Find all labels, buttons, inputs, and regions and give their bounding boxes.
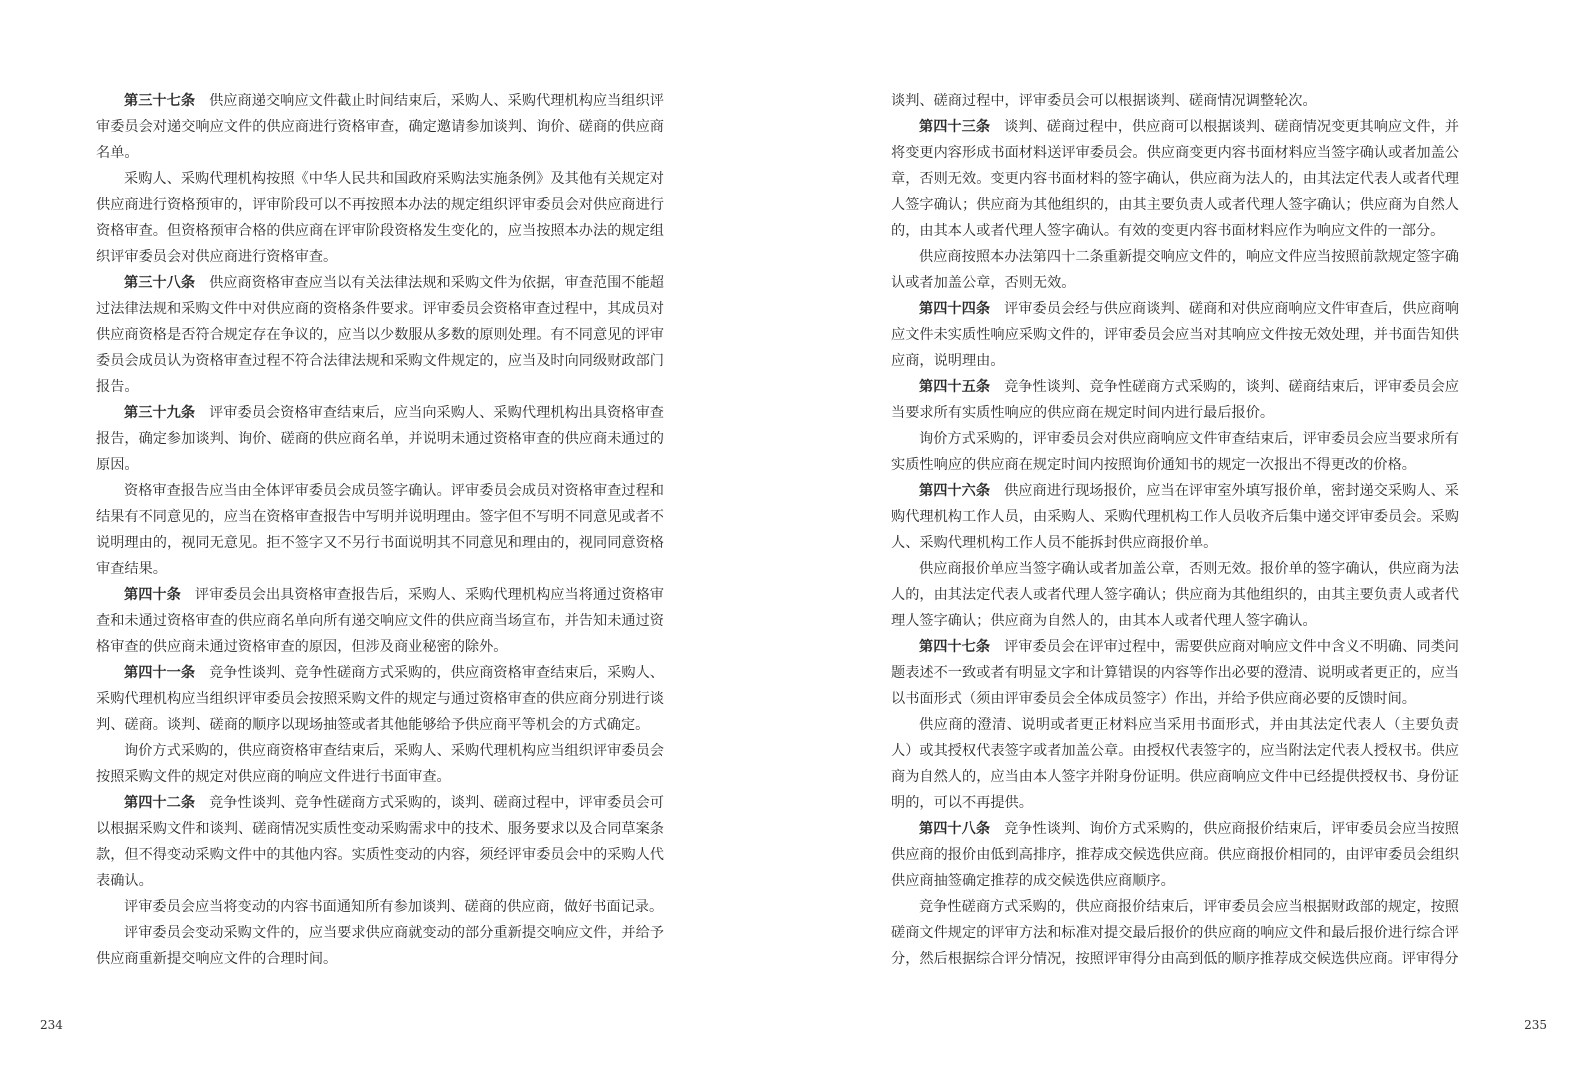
- article-number: 第四十一条: [124, 665, 196, 681]
- right-page: [794, 0, 1587, 1077]
- article-paragraph: [891, 374, 1459, 426]
- article-paragraph: [96, 790, 664, 894]
- article-number: 第四十二条: [124, 795, 196, 811]
- article-number: 第四十七条: [919, 639, 991, 655]
- article-paragraph: [891, 634, 1459, 712]
- body-paragraph: [891, 556, 1459, 634]
- left-page: [0, 0, 793, 1077]
- right-text-column: [891, 88, 1459, 972]
- paragraph-text: 供应商的澄清、说明或者更正材料应当采用书面形式，并由其法定代表人（主要负责人）或其授权代表签字或者加盖公章。由授权代表签字的，应当附法定代表人授权书。供应商为自然人的，应当由本人签字并附身份证明。供应商响应文件中已经提供授权书、身份证明的，可以不再提供。: [891, 717, 1459, 811]
- paragraph-text: 竞争性磋商方式采购的，供应商报价结束后，评审委员会应当根据财政部的规定，按照磋商文件规定的评审方法和标准对提交最后报价的供应商的响应文件和最后报价进行综合评分，然后根据综合评分情况，按照评审得分由高到低的顺序推荐成交候选供应商。评审得分: [891, 899, 1459, 967]
- article-number: 第四十五条: [919, 379, 991, 395]
- article-paragraph: [96, 88, 664, 166]
- body-paragraph: [96, 478, 664, 582]
- paragraph-text: 谈判、磋商过程中，评审委员会可以根据谈判、磋商情况调整轮次。: [891, 93, 1317, 109]
- body-paragraph: [891, 88, 1459, 114]
- paragraph-text: 评审委员会在评审过程中，需要供应商对响应文件中含义不明确、同类问题表述不一致或者有明显文字和计算错误的内容等作出必要的澄清、说明或者更正的，应当以书面形式（须由评审委员会全体成员签字）作出，并给予供应商必要的反馈时间。: [891, 639, 1459, 707]
- article-number: 第三十七条: [124, 93, 196, 109]
- paragraph-text: 供应商递交响应文件截止时间结束后，采购人、采购代理机构应当组织评审委员会对递交响应文件的供应商进行资格审查，确定邀请参加谈判、询价、磋商的供应商名单。: [96, 93, 664, 161]
- body-paragraph: [96, 738, 664, 790]
- paragraph-text: 竞争性谈判、竞争性磋商方式采购的，谈判、磋商结束后，评审委员会应当要求所有实质性响应的供应商在规定时间内进行最后报价。: [891, 379, 1459, 421]
- paragraph-text: 供应商资格审查应当以有关法律法规和采购文件为依据，审查范围不能超过法律法规和采购文件中对供应商的资格条件要求。评审委员会资格审查过程中，其成员对供应商资格是否符合规定存在争议的，应当以少数服从多数的原则处理。有不同意见的评审委员会成员认为资格审查过程不符合法律法规和采购文件规定的，应当及时向同级财政部门报告。: [96, 275, 664, 395]
- paragraph-text: 采购人、采购代理机构按照《中华人民共和国政府采购法实施条例》及其他有关规定对供应商进行资格预审的，评审阶段可以不再按照本办法的规定组织评审委员会对供应商进行资格审查。但资格预审合格的供应商在评审阶段资格发生变化的，应当按照本办法的规定组织评审委员会对供应商进行资格审查。: [96, 171, 664, 265]
- body-paragraph: [891, 712, 1459, 816]
- article-number: 第四十四条: [919, 301, 991, 317]
- article-paragraph: [891, 816, 1459, 894]
- paragraph-text: 评审委员会出具资格审查报告后，采购人、采购代理机构应当将通过资格审查和未通过资格审查的供应商名单向所有递交响应文件的供应商当场宣布，并告知未通过资格审查的供应商未通过资格审查的原因，但涉及商业秘密的除外。: [96, 587, 664, 655]
- page-number-right: 235: [1524, 1018, 1547, 1032]
- article-paragraph: [96, 660, 664, 738]
- paragraph-text: 供应商按照本办法第四十二条重新提交响应文件的，响应文件应当按照前款规定签字确认或者加盖公章，否则无效。: [891, 249, 1459, 291]
- paragraph-text: 竞争性谈判、竞争性磋商方式采购的，供应商资格审查结束后，采购人、采购代理机构应当组织评审委员会按照采购文件的规定与通过资格审查的供应商分别进行谈判、磋商。谈判、磋商的顺序以现场抽签或者其他能够给予供应商平等机会的方式确定。: [96, 665, 664, 733]
- paragraph-text: 评审委员会资格审查结束后，应当向采购人、采购代理机构出具资格审查报告，确定参加谈判、询价、磋商的供应商名单，并说明未通过资格审查的供应商未通过的原因。: [96, 405, 664, 473]
- body-paragraph: [96, 166, 664, 270]
- article-paragraph: [96, 400, 664, 478]
- paragraph-text: 评审委员会变动采购文件的，应当要求供应商就变动的部分重新提交响应文件，并给予供应商重新提交响应文件的合理时间。: [96, 925, 664, 967]
- paragraph-text: 供应商进行现场报价，应当在评审室外填写报价单，密封递交采购人、采购代理机构工作人员，由采购人、采购代理机构工作人员收齐后集中递交评审委员会。采购人、采购代理机构工作人员不能拆封供应商报价单。: [891, 483, 1459, 551]
- article-paragraph: [891, 296, 1459, 374]
- body-paragraph: [96, 894, 664, 920]
- article-number: 第四十三条: [919, 119, 991, 135]
- article-number: 第三十九条: [124, 405, 196, 421]
- article-number: 第三十八条: [124, 275, 196, 291]
- paragraph-text: 谈判、磋商过程中，供应商可以根据谈判、磋商情况变更其响应文件，并将变更内容形成书面材料送评审委员会。供应商变更内容书面材料应当签字确认或者加盖公章，否则无效。变更内容书面材料的签字确认，供应商为法人的，由其法定代表人或者代理人签字确认；供应商为其他组织的，由其主要负责人或者代理人签字确认；供应商为自然人的，由其本人或者代理人签字确认。有效的变更内容书面材料应作为响应文件的一部分。: [891, 119, 1459, 239]
- article-paragraph: [96, 270, 664, 400]
- article-number: 第四十八条: [919, 821, 991, 837]
- paragraph-text: 评审委员会应当将变动的内容书面通知所有参加谈判、磋商的供应商，做好书面记录。: [124, 899, 664, 915]
- body-paragraph: [891, 894, 1459, 972]
- paragraph-text: 供应商报价单应当签字确认或者加盖公章，否则无效。报价单的签字确认，供应商为法人的，由其法定代表人或者代理人签字确认；供应商为其他组织的，由其主要负责人或者代理人签字确认；供应商为自然人的，由其本人或者代理人签字确认。: [891, 561, 1459, 629]
- paragraph-text: 询价方式采购的，供应商资格审查结束后，采购人、采购代理机构应当组织评审委员会按照采购文件的规定对供应商的响应文件进行书面审查。: [96, 743, 664, 785]
- paragraph-text: 竞争性谈判、询价方式采购的，供应商报价结束后，评审委员会应当按照供应商的报价由低到高排序，推荐成交候选供应商。供应商报价相同的，由评审委员会组织供应商抽签确定推荐的成交候选供应商顺序。: [891, 821, 1459, 889]
- paragraph-text: 评审委员会经与供应商谈判、磋商和对供应商响应文件审查后，供应商响应文件未实质性响应采购文件的，评审委员会应当对其响应文件按无效处理，并书面告知供应商，说明理由。: [891, 301, 1459, 369]
- page-number-left: 234: [40, 1018, 63, 1032]
- paragraph-text: 询价方式采购的，评审委员会对供应商响应文件审查结束后，评审委员会应当要求所有实质性响应的供应商在规定时间内按照询价通知书的规定一次报出不得更改的价格。: [891, 431, 1459, 473]
- article-paragraph: [891, 114, 1459, 244]
- article-paragraph: [96, 582, 664, 660]
- paragraph-text: 资格审查报告应当由全体评审委员会成员签字确认。评审委员会成员对资格审查过程和结果有不同意见的，应当在资格审查报告中写明并说明理由。签字但不写明不同意见或者不说明理由的，视同无意见。拒不签字又不另行书面说明其不同意见和理由的，视同同意资格审查结果。: [96, 483, 664, 577]
- article-paragraph: [891, 478, 1459, 556]
- article-number: 第四十六条: [919, 483, 991, 499]
- paragraph-text: 竞争性谈判、竞争性磋商方式采购的，谈判、磋商过程中，评审委员会可以根据采购文件和谈判、磋商情况实质性变动采购需求中的技术、服务要求以及合同草案条款，但不得变动采购文件中的其他内容。实质性变动的内容，须经评审委员会中的采购人代表确认。: [96, 795, 664, 889]
- body-paragraph: [891, 244, 1459, 296]
- body-paragraph: [891, 426, 1459, 478]
- article-number: 第四十条: [124, 587, 181, 603]
- body-paragraph: [96, 920, 664, 972]
- left-text-column: [96, 88, 664, 972]
